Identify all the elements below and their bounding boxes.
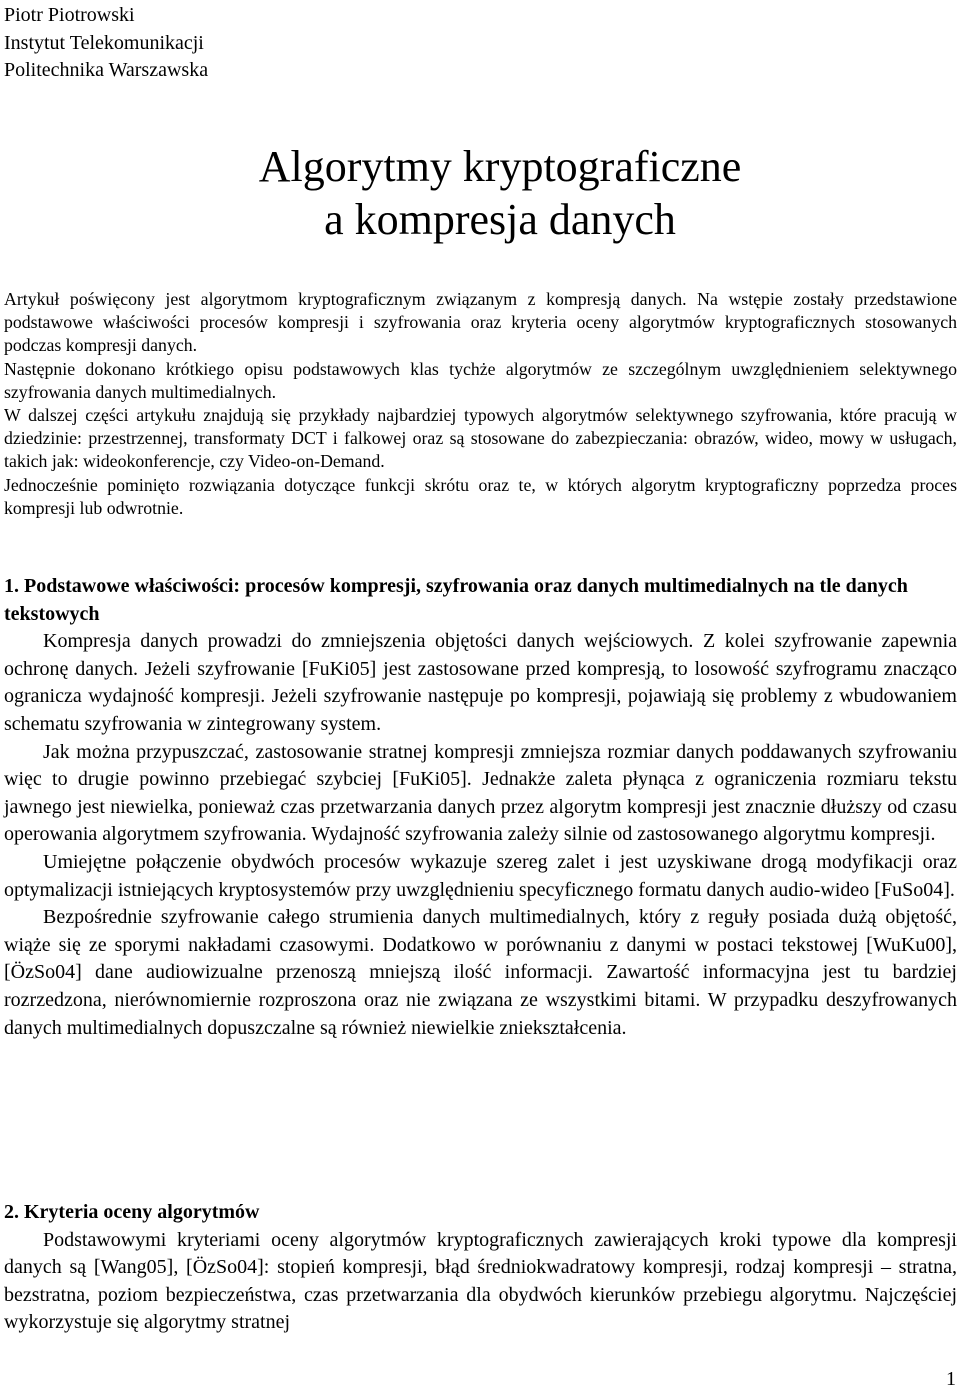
author-name: Piotr Piotrowski <box>4 4 135 26</box>
body-paragraph: Podstawowymi kryteriami oceny algorytmów kryptograficznych zawierających kroki typowe dla kompresji danych są [Wang05], [ÖzSo04]: stopień kompresji, błąd średniokwadratowy kompresji, rodzaj kompresji – stratna, bezstratna, poziom bezpieczeństwa, czas przetwarzania dla obydwóch kierunków przebiegu algorytmu. Najczęściej wykorzystuje się algorytmy stratnej <box>4 1228 957 1334</box>
title-line-1: Algorytmy kryptograficzne <box>258 142 742 191</box>
body-paragraph: Umiejętne połączenie obydwóch procesów wykazuje szereg zalet i jest uzyskiwane drogą modyfikacji oraz optymalizacji istniejących kryptosystemów przy uwzględnieniu specyficznego formatu danych audio-wideo [FuSo04]. <box>4 850 957 901</box>
author-block <box>4 2 208 85</box>
section-2 <box>4 1199 957 1337</box>
body-paragraph: Bezpośrednie szyfrowanie całego strumienia danych multimedialnych, który z reguły posiada dużą objętość, wiąże się ze sporymi nakładami czasowymi. Dodatkowo w porównaniu z danymi w postaci tekstowej [WuKu00], [ÖzSo04] dane audiowizualne przenoszą mniejszą ilość informacji. Zawartość informacyjna jest tu bardziej rozrzedzona, nierównomiernie rozproszona oraz nie związana ze wszystkimi bitami. W przypadku deszyfrowanych danych multimedialnych dopuszczalne są również niewielkie zniekształcenia. <box>4 906 957 1039</box>
title-line-2: a kompresja danych <box>324 195 676 244</box>
abstract <box>4 288 957 520</box>
section-heading: 2. Kryteria oceny algorytmów <box>4 1201 260 1223</box>
paper-title <box>0 140 960 246</box>
author-university: Politechnika Warszawska <box>4 59 209 81</box>
abstract-paragraph: Jednocześnie pominięto rozwiązania dotyczące funkcji skrótu oraz te, w których algorytm kryptograficzny poprzedza proces kompresji lub odwrotnie. <box>4 474 957 518</box>
body-paragraph: Kompresja danych prowadzi do zmniejszenia objętości danych wejściowych. Z kolei szyfrowanie zapewnia ochronę danych. Jeżeli szyfrowanie [FuKi05] jest zastosowane przed kompresją, to losowość szyfrogramu znacząco ogranicza wydajność kompresji. Jeżeli szyfrowanie następuje po kompresji, pojawiają się problemy z wbudowaniem schematu szyfrowania w zintegrowany system. <box>4 630 957 735</box>
author-institute: Instytut Telekomunikacji <box>4 31 204 54</box>
abstract-paragraph: Następnie dokonano krótkiego opisu podstawowych klas tychże algorytmów ze szczególnym uwzględnieniem selektywnego szyfrowania danych multimedialnych. <box>4 358 957 402</box>
abstract-paragraph: Artykuł poświęcony jest algorytmom kryptograficznym związanym z kompresją danych. Na wstępie zostały przedstawione podstawowe właściwości procesów kompresji i szyfrowania oraz kryteria oceny algorytmów kryptograficznych stosowanych podczas kompresji danych. <box>4 289 957 356</box>
section-1 <box>4 573 957 1042</box>
body-paragraph: Jak można przypuszczać, zastosowanie stratnej kompresji zmniejsza rozmiar danych poddawanych szyfrowaniu więc to drugie powinno przebiegać szybciej [FuKi05]. Jednakże zaleta płynąca z ograniczenia rozmiaru tekstu jawnego jest niewielka, ponieważ czas przetwarzania danych przez algorytm kompresji jest znacznie dłuższy od czasu operowania algorytmem szyfrowania. Wydajność szyfrowania zależy silnie od zastosowanego algorytmu kompresji. <box>4 740 957 846</box>
abstract-paragraph: W dalszej części artykułu znajdują się przykłady najbardziej typowych algorytmów selektywnego szyfrowania, które pracują w dziedzinie: przestrzennej, transformaty DCT i falkowej oraz są stosowane do zabezpieczania: obrazów, wideo, mowy w usługach, takich jak: wideokonferencje, czy Video-on-Demand. <box>4 405 957 472</box>
section-heading: 1. Podstawowe właściwości: procesów kompresji, szyfrowania oraz danych multimedialnych na tle danych tekstowych <box>4 575 908 625</box>
page-number: 1 <box>946 1368 956 1390</box>
